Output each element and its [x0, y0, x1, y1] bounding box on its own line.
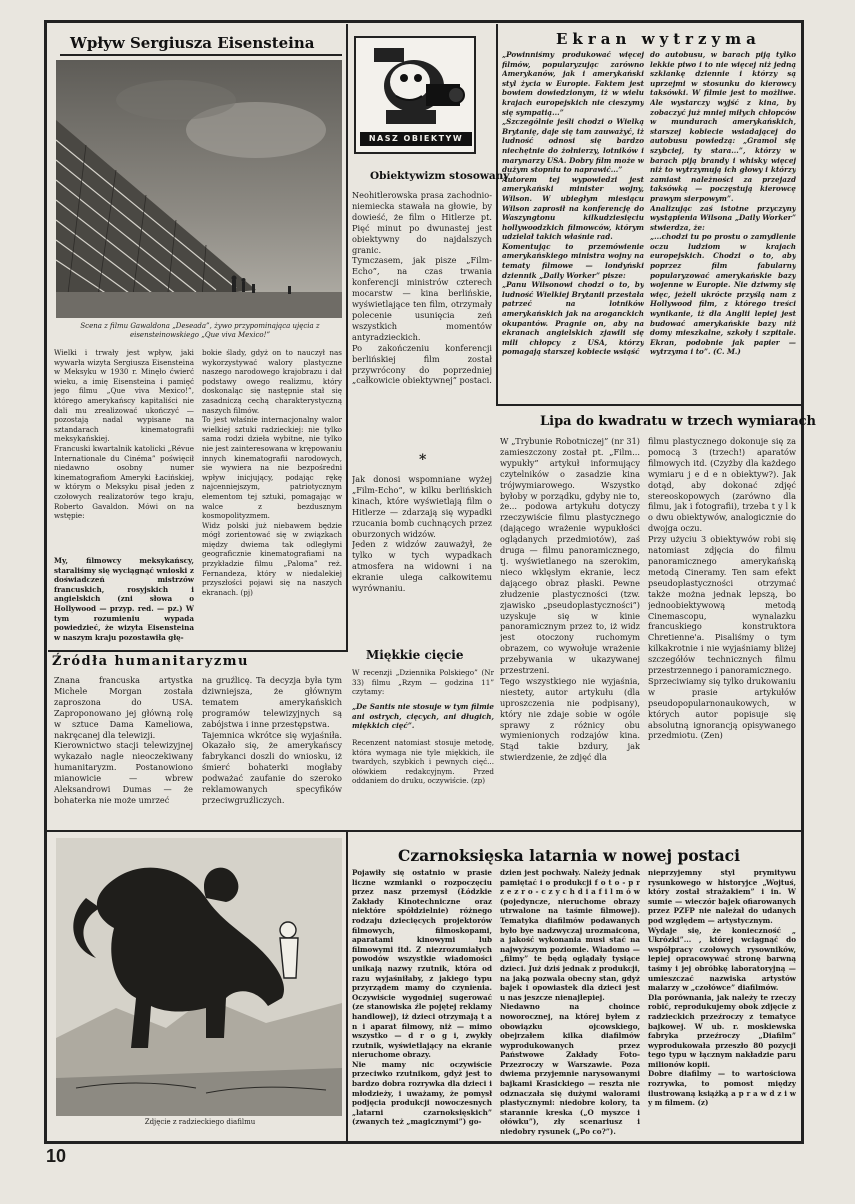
divider: [46, 830, 802, 832]
czarnoksieska-col3: nieprzyjemny styl prymitywu rysunkowego w historyjce „Wojtuś, który został strażakiem” i in. W sumie — wieczór bajek ofiarowanych przez PZFP nie należał do udanych pod względem — artystycznym. Wydaje się, że konieczność „ Ukrózki”... , której wciągnąć do współpracy czołowych rysowników, lepiej opracowywać stronę barwną taśmy i jej obróbkę laboratoryjną — umieszczać nazwiska artystów malarzy w „czołówce” diafilmów. Dla porównania, jak należy te rzeczy robić, reprodukujemy obok zdjęcie z radzieckich przeźroczy z tematyce bajkowej. W ub. r. moskiewska fabryka przeźroczy „Diafilm” wyprodukowała przeszło 80 pozycji tego typu w łącznym nakładzie paru milionów kopii. Dobre diafilmy — to wartościowa rozrywka, to pomost między ilustrowaną książką a p r a w d z i w y m filmem. (z): [648, 868, 796, 1108]
obiektywizm-title: Obiektywizm stosowany: [370, 170, 510, 182]
ekran-col1: „Powinniśmy produkować więcej filmów, popularyzując zarówno Amerykanów, jak i amerykański styl życia w Europie. Faktem jest bowiem dowiedzionym, iż w wielu krajach europejskich nie cieszymy się sympatią...” „Szczególnie jeśli chodzi o Wielką Brytanię, daje się tam zauważyć, iż ludność odnosi się bardzo niechętnie do żołnierzy, lotników i marynarzy USA. Dobry film może w dużym stopniu to naprawić...” Autorem tej wypowiedzi jest amerykański minister wojny, Wilson. W ubiegłym miesiącu Wilson zaprosił na konferencję do Waszyngtonu kilkudziesięciu hollywoodzkich filmowców, którym udzielał takich właśnie rad. Komentując to przemówienie amerykańskiego ministra wojny na tematy filmowe — londyński dziennik „Daily Worker” pisze: „Panu Wilsonowi chodzi o to, by ludność Wielkiej Brytanii przestała patrzeć na lotników amerykańskich jak na aroganckich okupantów. Pragnie on, aby na ekranach angielskich zjawili się mili chłopcy z USA, którzy pomagają starszej kobiecie wsiąść: [502, 50, 644, 357]
cameraman-cartoon-icon: [356, 38, 474, 130]
divider: [496, 404, 802, 406]
eisenstein-caption: Scena z filmu Gawaldona „Deseada”, żywo przypominająca ujęcia z eisensteinowskiego „Que viva Mexico!”: [80, 322, 320, 339]
miekkie-title: Miękkie cięcie: [366, 648, 464, 662]
title-underline: [60, 54, 342, 56]
czarnoksieska-col2: dzien jest pochwały. Należy jednak pamiętać i o produkcji f o t o - p r z e z r o - c z y c h d i a f i l m ó w (pojedyncze, nieruchome obrazy utrwalone na taśmie filmowej). Tematyka diafilmów podawanych było bye nadzwyczaj urozmaicona, a jakość wykonania musi stać na najwyższym poziomie. Wiadomo — „filmy” te będą oglądały tysiące dzieci. Już dziś jednak z produkcji, na jaką pozwala obecny stan, gdyż bajek i opowiastek dla dzieci jest u nas jeszcze nienajlepiej. Niedawno na choince noworocznej, na której byłem z obowiązku ojcowskiego, obejrzałem kilka diafilmów wyprodukowanych przez Państwowe Zakłady Foto-Przezroczy w Warszawie. Poza dwiema przyjemnie narysowanymi bajkami Krasickiego — reszta nie odznaczała się dużymi walorami plastycznymi: niedobre kolory, ta starannie kreska („O myszce i ołówku”), zły scenariusz i niedobry rysunek („Po co?”).: [500, 868, 640, 1137]
lipa-col1: W „Trybunie Robotniczej” (nr 31) zamieszczony został pt. „Film... wypukły” artykuł informujący czytelników o zasadzie kina trójwymiarowego. Wszystko byłoby w porządku, gdyby nie to, że... podowa artykułu dotyczy rzeczywiście filmu plastycznego (dającego wrażenie wypukłości oglądanych przedmiotów), zaś druga — filmu panoramicznego, tj. wyświetlanego na szerokim, nieco wklęsłym ekranie, lecz dającego obraz płaski. Pewne złudzenie plastyczności (tzw. zjawisko „pseudoplastyczności”) uzyskuje się w kinie panoramicznym przez to, iż widz jest otoczony ruchomym obrazem, co wywołuje wrażenie przebywania w ukazywanej przestrzeni. Tego wszystkiego nie wyjaśnia, niestety, autor artykułu (dla uproszczenia nie podpisany), który nie zdaje sobie w ogóle sprawy z różnicy obu wymienionych rodzajów kina. Stąd takie bzdury, jak stwierdzenie, że zdjęć dla: [500, 436, 640, 763]
page-number: 10: [46, 1146, 67, 1166]
sergiusz-title: Wpływ Sergiusza Eisensteina: [70, 34, 315, 52]
horse-rider-illustration: [56, 838, 342, 1116]
logo-band: NASZ OBIEKTYW: [360, 132, 472, 146]
divider: [496, 24, 498, 404]
zrodla-col2: na gruźlicę. Ta decyzja była tym dziwniejsza, że głównym tematem amerykańskich programów telewizyjnych są zabójstwa i inne przestępstwa. Tajemnica wkrótce się wyjaśniła. Okazało się, że amerykańscy fabrykanci doszli do wniosku, iż śmierć bohaterki mogłaby podważać zaufanie do szeroko reklamowanych specyfików przeciwgruźliczych.: [202, 675, 342, 805]
sergiusz-col1: Wielki i trwały jest wpływ, jaki wywarła wizyta Sergiusza Eisensteina w Meksyku w 1930 r. Minęło ćwierć wieku, a imię Eisensteina i pamięć jego filmu „Que viva Mexico!”, którego amerykańscy kapitaliści nie dali mu zrealizować ukończyć — pozostają nadal wypisane na sztandarach kinematografii meksykańskiej. Francuski kwartalnik katolicki „Révue Internationale du Cinéma” poświęcił niedawno osobny numer kinematografiom Ameryki Łacińskiej, w którym o Meksyku pisał jeden z czołowych realizatorów tego kraju, Roberto Gavaldon. Mówi on na wstępie:: [54, 348, 194, 521]
divider: [346, 832, 348, 1142]
obiektywizm-text2: Jak donosi wspomniane wyżej „Film-Echo”, w kilku berlińskich kinach, które wyświetlają film o Hitlerze — zdarzają się wypadki rzucania bomb cuchnących przez oburzonych widzów. Jeden z widzów zauważył, że tylko w tych wypadkach atmosfera na widowni i na ekranie ulega całkowitemu wyrównaniu.: [352, 474, 492, 594]
diafilm-caption: Zdjęcie z radzieckiego diafilmu: [144, 1118, 256, 1126]
nasz-obiektyw-logo: [354, 36, 476, 154]
separator-star: *: [419, 452, 427, 468]
eisenstein-photo: [56, 60, 342, 318]
diafilm-photo: [56, 838, 342, 1116]
sergiusz-col2: bokie ślady, gdyż on to nauczył nas wykorzystywać walory plastyczne naszego narodowego krajobrazu i dał podstawy owego realizmu, który doskonaląc się następnie stał się zasadniczą cechą charakterystyczną naszych filmów. To jest właśnie internacjonalny walor wielkiej sztuki radzieckiej: nie tylko sama rodzi dzieła wybitne, nie tylko nie jest zainteresowana w krępowaniu innych kinematografii narodowych, sie wywiera na nie bezpośredni wpływ inicjujący, podając rękę najcenniejszym, patriotycznym elementom tej sztuki, pomagając w walce z bezdusznym kosmopolityzmem. Widz polski już niebawem będzie mógł zorientować się w związkach między dwiema tak odległymi geograficznie kinematografiami na przykładzie filmu „Paloma” reż. Fernandeza, który w niedalekiej przyszłości pojawi się na naszych ekranach. (pj): [202, 348, 342, 597]
ekran-col2: do autobusu, w barach piją tylko lekkie piwo i to nie więcej niż jedną szklankę dziennie i którzy są uprzejmi w stosunku do kierowcy taksówki. W filmie jest to możliwe. Ale wystarczy wyjść z kina, by zobaczyć już mniej miłych chłopców w mundurach amerykańskich, starszej kobiecie wsiadającej do autobusu powiedzą: „Gramol się szybciej, ty stara...”, którzy w barach piją brandy i whisky więcej niż to wytrzymują ich głowy i którzy zamiast należności za przejazd taksówką — poczęstują kierowcę prawym sierpowym”. Analizując zaś istotne przyczyny wystąpienia Wilsona „Daily Worker” stwierdza, że: „...chodzi tu po prostu o zamydlenie oczu ludziom w krajach europejskich. Chodzi o to, aby poprzez film fabularny popularyzować amerykańskie bazy wojenne w Europie. Nie dziwmy się więc, jeżeli ukrócte przyślą nam z Hollywood film, z którego treści wynikanie, iż dla Anglii lepiej jest budować amerykańskie bazy niż domy mieszkalne, szkoły i szpitale. Ekran, podobnie jak papier — wytrzyma i to”. (C. M.): [650, 50, 796, 357]
miekkie-quote: „De Santis nie stosuje w tym filmie ani ostrych, cięcych, ani długich, miękkich cięć”.: [352, 702, 494, 731]
lipa-col2: filmu plastycznego dokonuje się za pomocą 3 (trzech!) aparatów filmowych itd. (Czyżby dla każdego wymiaru j e d e n obiektyw?). Jak dotąd, aby dokonać zdjęć stereoskopowych (zarówno dla filmu, jak i fotografii), trzeba t y l k o dwu obiektywów, analogicznie do dwojga oczu. Przy użyciu 3 obiektywów robi się natomiast zdjęcia do filmu panoramicznego amerykańską metodą Cineramy. Ten sam efekt pseudoplastyczności otrzymać także można jednak lepszą, bo jednoobiektywową metodą Cinemascopu, wynalazku francuskiego konstruktora Chretienne'a. Pisaliśmy o tym kilkakrotnie i nie wyjaśniamy bliżej szczegółów technicznych filmu przestrzennego i panoramicznego. Sprzeciwiamy się tylko drukowaniu w prasie artykułów pseudopopularnonaukowych, w których autor popisuje się absolutną ignorancją opisywanego przedmiotu. (Zen): [648, 436, 796, 741]
lipa-title: Lipa do kwadratu w trzech wymiarach: [540, 414, 816, 429]
zrodla-col1: Znana francuska artystka Michele Morgan została zaproszona do USA. Zaproponowano jej główną rolę w sztuce Dama Kameliowa, nakręcanej dla telewizji. Kierownictwo stacji telewizyjnej wykazało nagle nieoczekiwany humanitaryzm. Postanowiono mianowicie — wbrew Aleksandrowi Dumas — że bohaterka nie może umrzeć: [54, 675, 193, 805]
czarnoksieska-col1: Pojawiły się ostatnio w prasie liczne wzmianki o rozpoczęciu przez nasz przemysł (Łódzkie Zakłady Kinotechniczne oraz niektóre spółdzielnie) różnego rodzaju dziecięcych projektorów filmowych, filmoskopami, aparatami kinowymi lub filmowymi itd. Z niezrozumiałych powodów wszystkie wiadomości unikają nazwy rzutnik, która od razu wyjaśniłaby, z jakiego typu przyrządem mamy do czynienia. Oczywiście wygodniej sugerować (ze stanowiska źle pojętej reklamy handlowej), iż dzieci otrzymają t a n i aparat filmowy, niż — mimo wszystko — d r o g i, zwykły rzutnik, wyświetlający na ekranie nieruchome obrazy. Nie mamy nic oczywiście przeciwko rzutnikom, gdyż jest to bardzo dobra rozrywka dla dzieci i młodzieży, i uważamy, że pomysł podjęcia produkcji nowoczesnych „latarni czarnoksięskich” (zwanych też „magicznymi”) go-: [352, 868, 492, 1127]
pyramid-scene-image: [56, 60, 342, 318]
sergiusz-col1-bold: My, filmowcy meksykańscy, staraliśmy się wyciągnąć wnioski z doświadczeń mistrzów francuskich, rosyjskich i angielskich (zni słowa o Hollywood — przyp. red. — pz.) W tym rozumieniu wypada powiedzieć, że wizyta Eisensteina w naszym kraju pozostawiła głę-: [54, 556, 194, 642]
ekran-title: Ekran wytrzyma: [556, 30, 761, 48]
obiektywizm-text: Neohitlerowska prasa zachodnio-niemiecka stawała na głowie, by dowieść, że film o Hitlerze pt. Pięć minut po dwunastej jest obiektywny do najdalszych granic. Tymczasem, jak pisze „Film-Echo”, na czas trwania konferencji ministrów czterech mocarstw — kina berlińskie, wyświetlające ten film, otrzymały polecenie usunięcia zeń wszystkich momentów antyradzieckich. Po zakończeniu konferencji berlińskiej film został przywrócony do poprzedniej „całkowicie obiektywnej” postaci.: [352, 190, 492, 386]
miekkie-intro: W recenzji „Dziennika Polskiego” (Nr 33) filmu „Rzym — godzina 11” czytamy:: [352, 668, 494, 697]
zrodla-title: Źródła humanitaryzmu: [52, 654, 249, 669]
divider: [48, 650, 346, 652]
divider: [346, 24, 348, 652]
czarnoksieska-title: Czarnoksięska latarnia w nowej postaci: [398, 846, 740, 865]
miekkie-text: Recenzent natomiast stosuje metodę, która wymaga nie tyle miękkich, ile twardych, szybkich i pewnych cięć... ołówkiem redakcyjnym. Przed oddaniem do druku, oczywiście. (zp): [352, 738, 494, 786]
